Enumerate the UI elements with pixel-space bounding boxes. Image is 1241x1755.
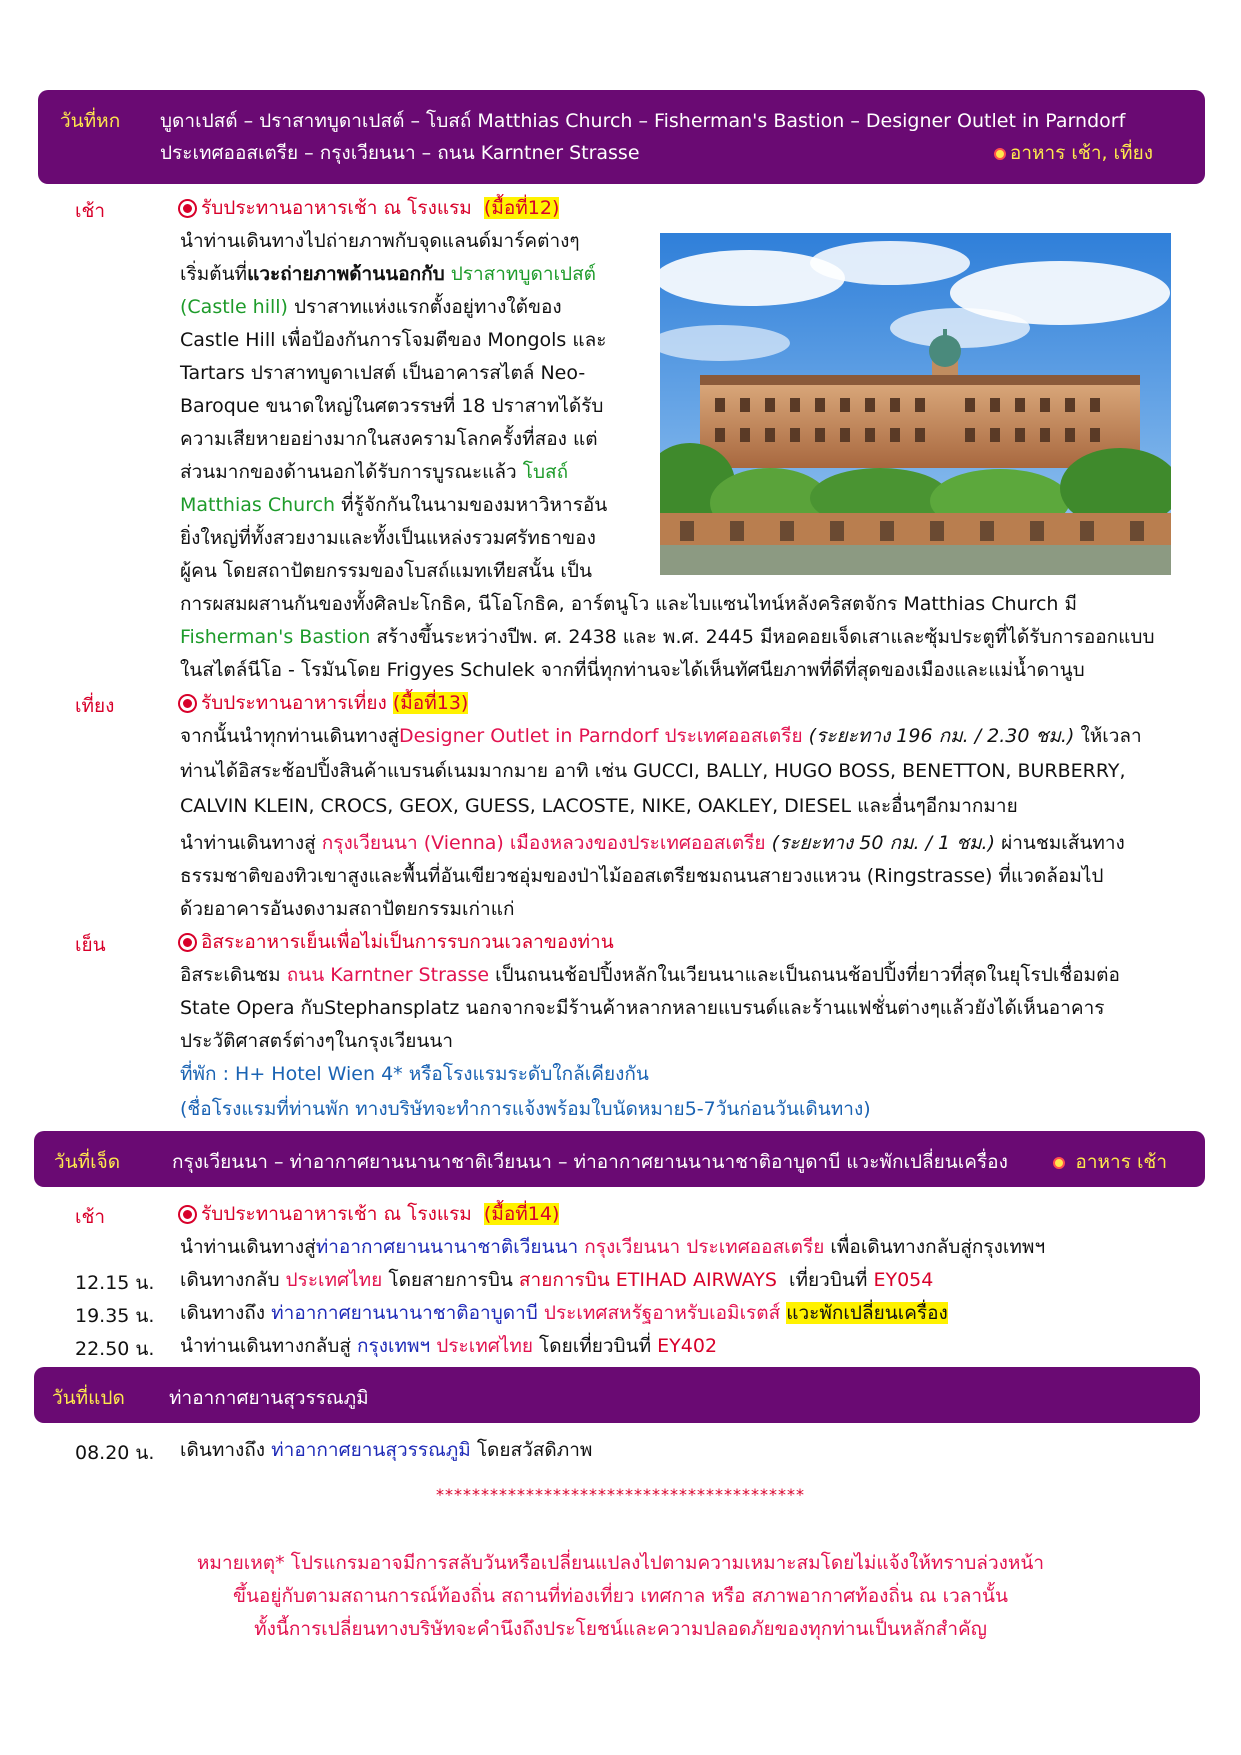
day6-m-line9	[180, 489, 607, 522]
day7-airline: สายการบิน ETIHAD AIRWAYS	[518, 1269, 777, 1291]
day7-line3	[180, 1297, 948, 1330]
day7-thailand-2: ประเทศไทย	[436, 1335, 533, 1357]
day8-line1-c: โดยสวัสดิภาพ	[476, 1439, 593, 1461]
day6-n-line2-text: ท่านได้อิสระช้อปปิ้งสินค้าแบรนด์เนมมากมาย อาทิ เช่น GUCCI, BALLY, HUGO BOSS, BENETTON, BURBERRY,	[180, 760, 1126, 782]
day6-hotel-note	[180, 1093, 871, 1126]
day7-breakfast	[180, 1198, 559, 1231]
day6-m-line12-text: การผสมผสานกันของทั้งศิลปะโกธิค, นีโอโกธิค, อาร์ตนูโว และไบแซนไทน์หลังคริสตจักร Matthias Church มี	[180, 593, 1077, 615]
day6-e-line3-text: ประวัติศาสตร์ต่างๆในกรุงเวียนนา	[180, 1030, 454, 1052]
day6-m-line12	[180, 588, 1077, 621]
day6-m-line2-a: เริ่มต้นที่	[180, 263, 248, 285]
day6-m-line6-text: Baroque ขนาดใหญ่ในศตวรรษที่ 18 ปราสาทได้รับ	[180, 395, 604, 417]
day6-lunch-meal-no: (มื้อที่13)	[392, 692, 469, 714]
day7-vienna-austria: กรุงเวียนนา ประเทศออสเตรีย	[584, 1236, 825, 1258]
day6-m-line2	[180, 258, 596, 291]
day8-line1-a: เดินทางถึง	[180, 1439, 266, 1461]
day7-line1-a: นำท่านเดินทางสู่	[180, 1236, 316, 1258]
day7-route: กรุงเวียนนา – ท่าอากาศยานนานาชาติเวียนนา – ท่าอากาศยานนานาชาติอาบูดาบี แวะพักเปลี่ยนเครื่อง	[172, 1151, 1008, 1173]
day7-breakfast-meal-no: (มื้อที่14)	[483, 1203, 560, 1225]
day6-m-line5-text: Tartars ปราสาทบูดาเปสต์ เป็นอาคารสไตล์ Neo-	[180, 362, 586, 384]
day7-breakfast-text: รับประทานอาหารเช้า ณ โรงแรม	[201, 1203, 472, 1225]
day8-route: ท่าอากาศยานสุวรรณภูมิ	[169, 1387, 369, 1409]
day6-fishermans-bastion: Fisherman's Bastion	[180, 626, 371, 648]
day6-m-line9-b: ที่รู้จักกันในนามของมหาวิหารอัน	[341, 494, 608, 516]
day6-outlet-name: Designer Outlet in Parndorf ประเทศออสเตรีย	[399, 725, 803, 747]
day6-lunch-text: รับประทานอาหารเที่ยง	[201, 692, 387, 714]
day7-uae: ประเทศสหรัฐอาหรับเอมิเรตส์	[543, 1302, 781, 1324]
day6-n-line2	[180, 755, 1126, 788]
day6-m-line13-b: สร้างขึ้นระหว่างปีพ. ศ. 2438 และ พ.ศ. 2445 มีหอคอยเจ็ดเสาและซุ้มประตูที่ได้รับการออกแบบ	[376, 626, 1155, 648]
day6-m-line8-b: โบสถ์	[522, 461, 569, 483]
meal-icon	[1053, 1157, 1065, 1169]
day6-m-line10-text: ยิ่งใหญ่ที่ทั้งสวยงามและทั้งเป็นแหล่งรวมศรัทธาของ	[180, 527, 596, 549]
day6-n-line3	[180, 790, 1018, 823]
day8-banner	[34, 1367, 1200, 1423]
day6-m-line3	[180, 291, 562, 324]
day7-abu-dhabi-airport: ท่าอากาศยานนานาชาติอาบูดาบี	[271, 1302, 538, 1324]
day7-line2-c: โดยสายการบิน	[388, 1269, 513, 1291]
day6-castle-hill: (Castle hill)	[180, 296, 288, 318]
day6-meals	[994, 138, 1153, 168]
remark-line3: ทั้งนี้การเปลี่ยนทางบริษัทจะคำนึงถึงประโยชน์และความปลอดภัยของทุกท่านเป็นหลักสำคัญ	[254, 1618, 987, 1640]
day6-m-line3-b: ปราสาทแห่งแรกตั้งอยู่ทางใต้ของ	[294, 296, 562, 318]
day6-e-line1-c: เป็นถนนช้อปปิ้งหลักในเวียนนาและเป็นถนนช้อปปิ้งที่ยาวที่สุดในยุโรปเชื่อมต่อ	[495, 964, 1120, 986]
day6-e-line1	[180, 959, 1120, 992]
day6-karntner-strasse: ถนน Karntner Strasse	[286, 964, 490, 986]
day6-morning-label: เช้า	[75, 200, 106, 222]
day7-time1: 12.15 น.	[75, 1272, 155, 1294]
day7-line4-a: นำท่านเดินทางกลับสู่	[180, 1335, 351, 1357]
day6-route-line2: ประเทศออสเตรีย – กรุงเวียนนา – ถนน Karntner Strasse	[160, 142, 640, 164]
day6-m-line14-text: ในสไตล์นีโอ - โรมันโดย Frigyes Schulek จากที่นี่ทุกท่านจะได้เห็นทัศนียภาพที่ดีที่สุดของเมืองและแม่น้ำดานูบ	[180, 659, 1085, 681]
day6-m-line11	[180, 555, 592, 588]
day6-label: วันที่หก	[60, 110, 121, 132]
day7-line4-d: โดยเที่ยวบินที่	[539, 1335, 652, 1357]
day8-line1	[180, 1434, 592, 1467]
day6-hotel-note-text: (ชื่อโรงแรมที่ท่านพัก ทางบริษัทจะทำการแจ้งพร้อมใบนัดหมาย5-7วันก่อนวันเดินทาง)	[180, 1098, 871, 1120]
plate-icon	[180, 935, 195, 950]
day7-flight-ey054: EY054	[873, 1269, 934, 1291]
day6-lunch	[180, 687, 468, 720]
day8-label: วันที่แปด	[52, 1387, 125, 1409]
day6-e-line1-a: อิสระเดินชม	[180, 964, 281, 986]
day7-label: วันที่เจ็ด	[54, 1151, 121, 1173]
remark-line2: ขึ้นอยู่กับตามสถานการณ์ท้องถิ่น สถานที่ท่องเที่ยว เทศกาล หรือ สภาพอากาศท้องถิ่น ณ เวลานั้น	[232, 1585, 1009, 1607]
day6-dinner-text: อิสระอาหารเย็นเพื่อไม่เป็นการรบกวนเวลาของท่าน	[201, 931, 614, 953]
day7-line2	[180, 1264, 933, 1297]
day6-n-line4-d: ผ่านชมเส้นทาง	[1001, 832, 1125, 854]
day7-flight-ey402: EY402	[657, 1335, 718, 1357]
day6-m-line7	[180, 423, 598, 456]
day7-time2: 19.35 น.	[75, 1305, 155, 1327]
day6-vienna: กรุงเวียนนา (Vienna) เมืองหลวงของประเทศออสเตรีย	[321, 832, 766, 854]
plate-icon	[180, 201, 195, 216]
day6-n-line1-a: จากนั้นนำทุกท่านเดินทางสู่	[180, 725, 400, 747]
plate-icon	[180, 1207, 195, 1222]
day6-n-line1	[180, 720, 1142, 753]
day7-transit: แวะพักเปลี่ยนเครื่อง	[786, 1302, 948, 1324]
day6-m-line7-text: ความเสียหายอย่างมากในสงครามโลกครั้งที่สอง แต่	[180, 428, 598, 450]
day7-bangkok: กรุงเทพฯ	[356, 1335, 431, 1357]
plate-icon	[180, 696, 195, 711]
day6-e-line2	[180, 992, 1104, 1025]
day7-thailand: ประเทศไทย	[285, 1269, 383, 1291]
day6-m-line4	[180, 324, 606, 357]
day6-n-line1-d: ให้เวลา	[1080, 725, 1142, 747]
day7-morning-label: เช้า	[75, 1206, 106, 1228]
day7-line2-e: เที่ยวบินที่	[789, 1269, 868, 1291]
day7-banner	[34, 1131, 1205, 1187]
day7-line1-d: เพื่อเดินทางกลับสู่กรุงเทพฯ	[830, 1236, 1046, 1258]
day6-route-line1: บูดาเปสต์ – ปราสาทบูดาเปสต์ – โบสถ์ Matthias Church – Fisherman's Bastion – Designer Outlet in Parndorf	[160, 110, 1126, 132]
day6-n-line3-text: CALVIN KLEIN, CROCS, GEOX, GUESS, LACOSTE, NIKE, OAKLEY, DIESEL และอื่นๆอีกมากมาย	[180, 795, 1018, 817]
day7-line1	[180, 1231, 1045, 1264]
day6-hotel	[180, 1058, 649, 1091]
day6-meals-text: อาหาร เช้า, เที่ยง	[1009, 142, 1153, 164]
day6-e-line3	[180, 1025, 453, 1058]
separator-stars: *****************************************	[436, 1485, 805, 1504]
day7-meals	[1053, 1147, 1167, 1177]
day6-hotel-text: ที่พัก : H+ Hotel Wien 4* หรือโรงแรมระดับใกล้เคียงกัน	[180, 1063, 649, 1085]
day7-line2-a: เดินทางกลับ	[180, 1269, 280, 1291]
day7-line3-a: เดินทางถึง	[180, 1302, 266, 1324]
day6-m-line8-a: ส่วนมากของด้านนอกได้รับการบูรณะแล้ว	[180, 461, 517, 483]
day6-outlet-distance: (ระยะทาง 196 กม. / 2.30 ชม.)	[808, 725, 1075, 747]
day6-dinner	[180, 926, 614, 959]
day6-m-line8	[180, 456, 568, 489]
day6-evening-label: เย็น	[75, 934, 106, 956]
day6-e-line2-text: State Opera กับStephansplatz นอกจากจะมีร้านค้าหลากหลายแบรนด์และร้านแฟชั่นต่างๆแล้วยังได้เห็นอาคาร	[180, 997, 1105, 1019]
day6-m-line1	[180, 225, 580, 258]
day6-m-line4-text: Castle Hill เพื่อป้องกันการโจมตีของ Mongols และ	[180, 329, 607, 351]
day6-m-line6	[180, 390, 603, 423]
buda-castle-photo	[660, 233, 1171, 575]
day6-m-line5	[180, 357, 585, 390]
day6-breakfast-text: รับประทานอาหารเช้า ณ โรงแรม	[201, 197, 472, 219]
day6-n-line4	[180, 827, 1125, 860]
day6-m-line13	[180, 621, 1155, 654]
day6-n-line6	[180, 893, 514, 926]
day7-line4	[180, 1330, 717, 1363]
day6-n-line4-a: นำท่านเดินทางสู่	[180, 832, 316, 854]
day6-m-line2-b: แวะถ่ายภาพด้านนอกกับ	[247, 263, 445, 285]
day6-vienna-distance: (ระยะทาง 50 กม. / 1 ชม.)	[771, 832, 996, 854]
day6-castle-name: ปราสาทบูดาเปสต์	[450, 263, 597, 285]
day6-n-line5-text: ธรรมชาติของทิวเขาสูงและพื้นที่อันเขียวชอุ่มของป่าไม้ออสเตรียชมถนนสายวงแหวน (Ringstrasse) ที่แวดล้อมไป	[180, 865, 1104, 887]
day6-m-line1-text: นำท่านเดินทางไปถ่ายภาพกับจุดแลนด์มาร์คต่างๆ	[180, 230, 580, 252]
day6-n-line5	[180, 860, 1103, 893]
day6-breakfast	[180, 192, 559, 225]
day6-m-line14	[180, 654, 1085, 687]
day6-m-line10	[180, 522, 596, 555]
day6-banner	[38, 90, 1205, 184]
day6-m-line11-text: ผู้คน โดยสถาปัตยกรรมของโบสถ์แมทเทียสนั้น เป็น	[180, 560, 592, 582]
day8-time1: 08.20 น.	[75, 1442, 155, 1464]
day8-suvarnabhumi: ท่าอากาศยานสุวรรณภูมิ	[271, 1439, 471, 1461]
day6-breakfast-meal-no: (มื้อที่12)	[483, 197, 560, 219]
day7-vienna-airport: ท่าอากาศยานนานาชาติเวียนนา	[315, 1236, 579, 1258]
day6-noon-label: เที่ยง	[75, 695, 115, 717]
day7-time3: 22.50 น.	[75, 1338, 155, 1360]
day6-n-line6-text: ด้วยอาคารอันงดงามสถาปัตยกรรมเก่าแก่	[180, 898, 515, 920]
day7-meals-text: อาหาร เช้า	[1075, 1151, 1167, 1173]
day6-matthias-church: Matthias Church	[180, 494, 336, 516]
meal-icon	[994, 148, 1006, 160]
remark-line1: หมายเหตุ* โปรแกรมอาจมีการสลับวันหรือเปลี่ยนแปลงไปตามความเหมาะสมโดยไม่แจ้งให้ทราบล่วงหน้า	[196, 1552, 1045, 1574]
